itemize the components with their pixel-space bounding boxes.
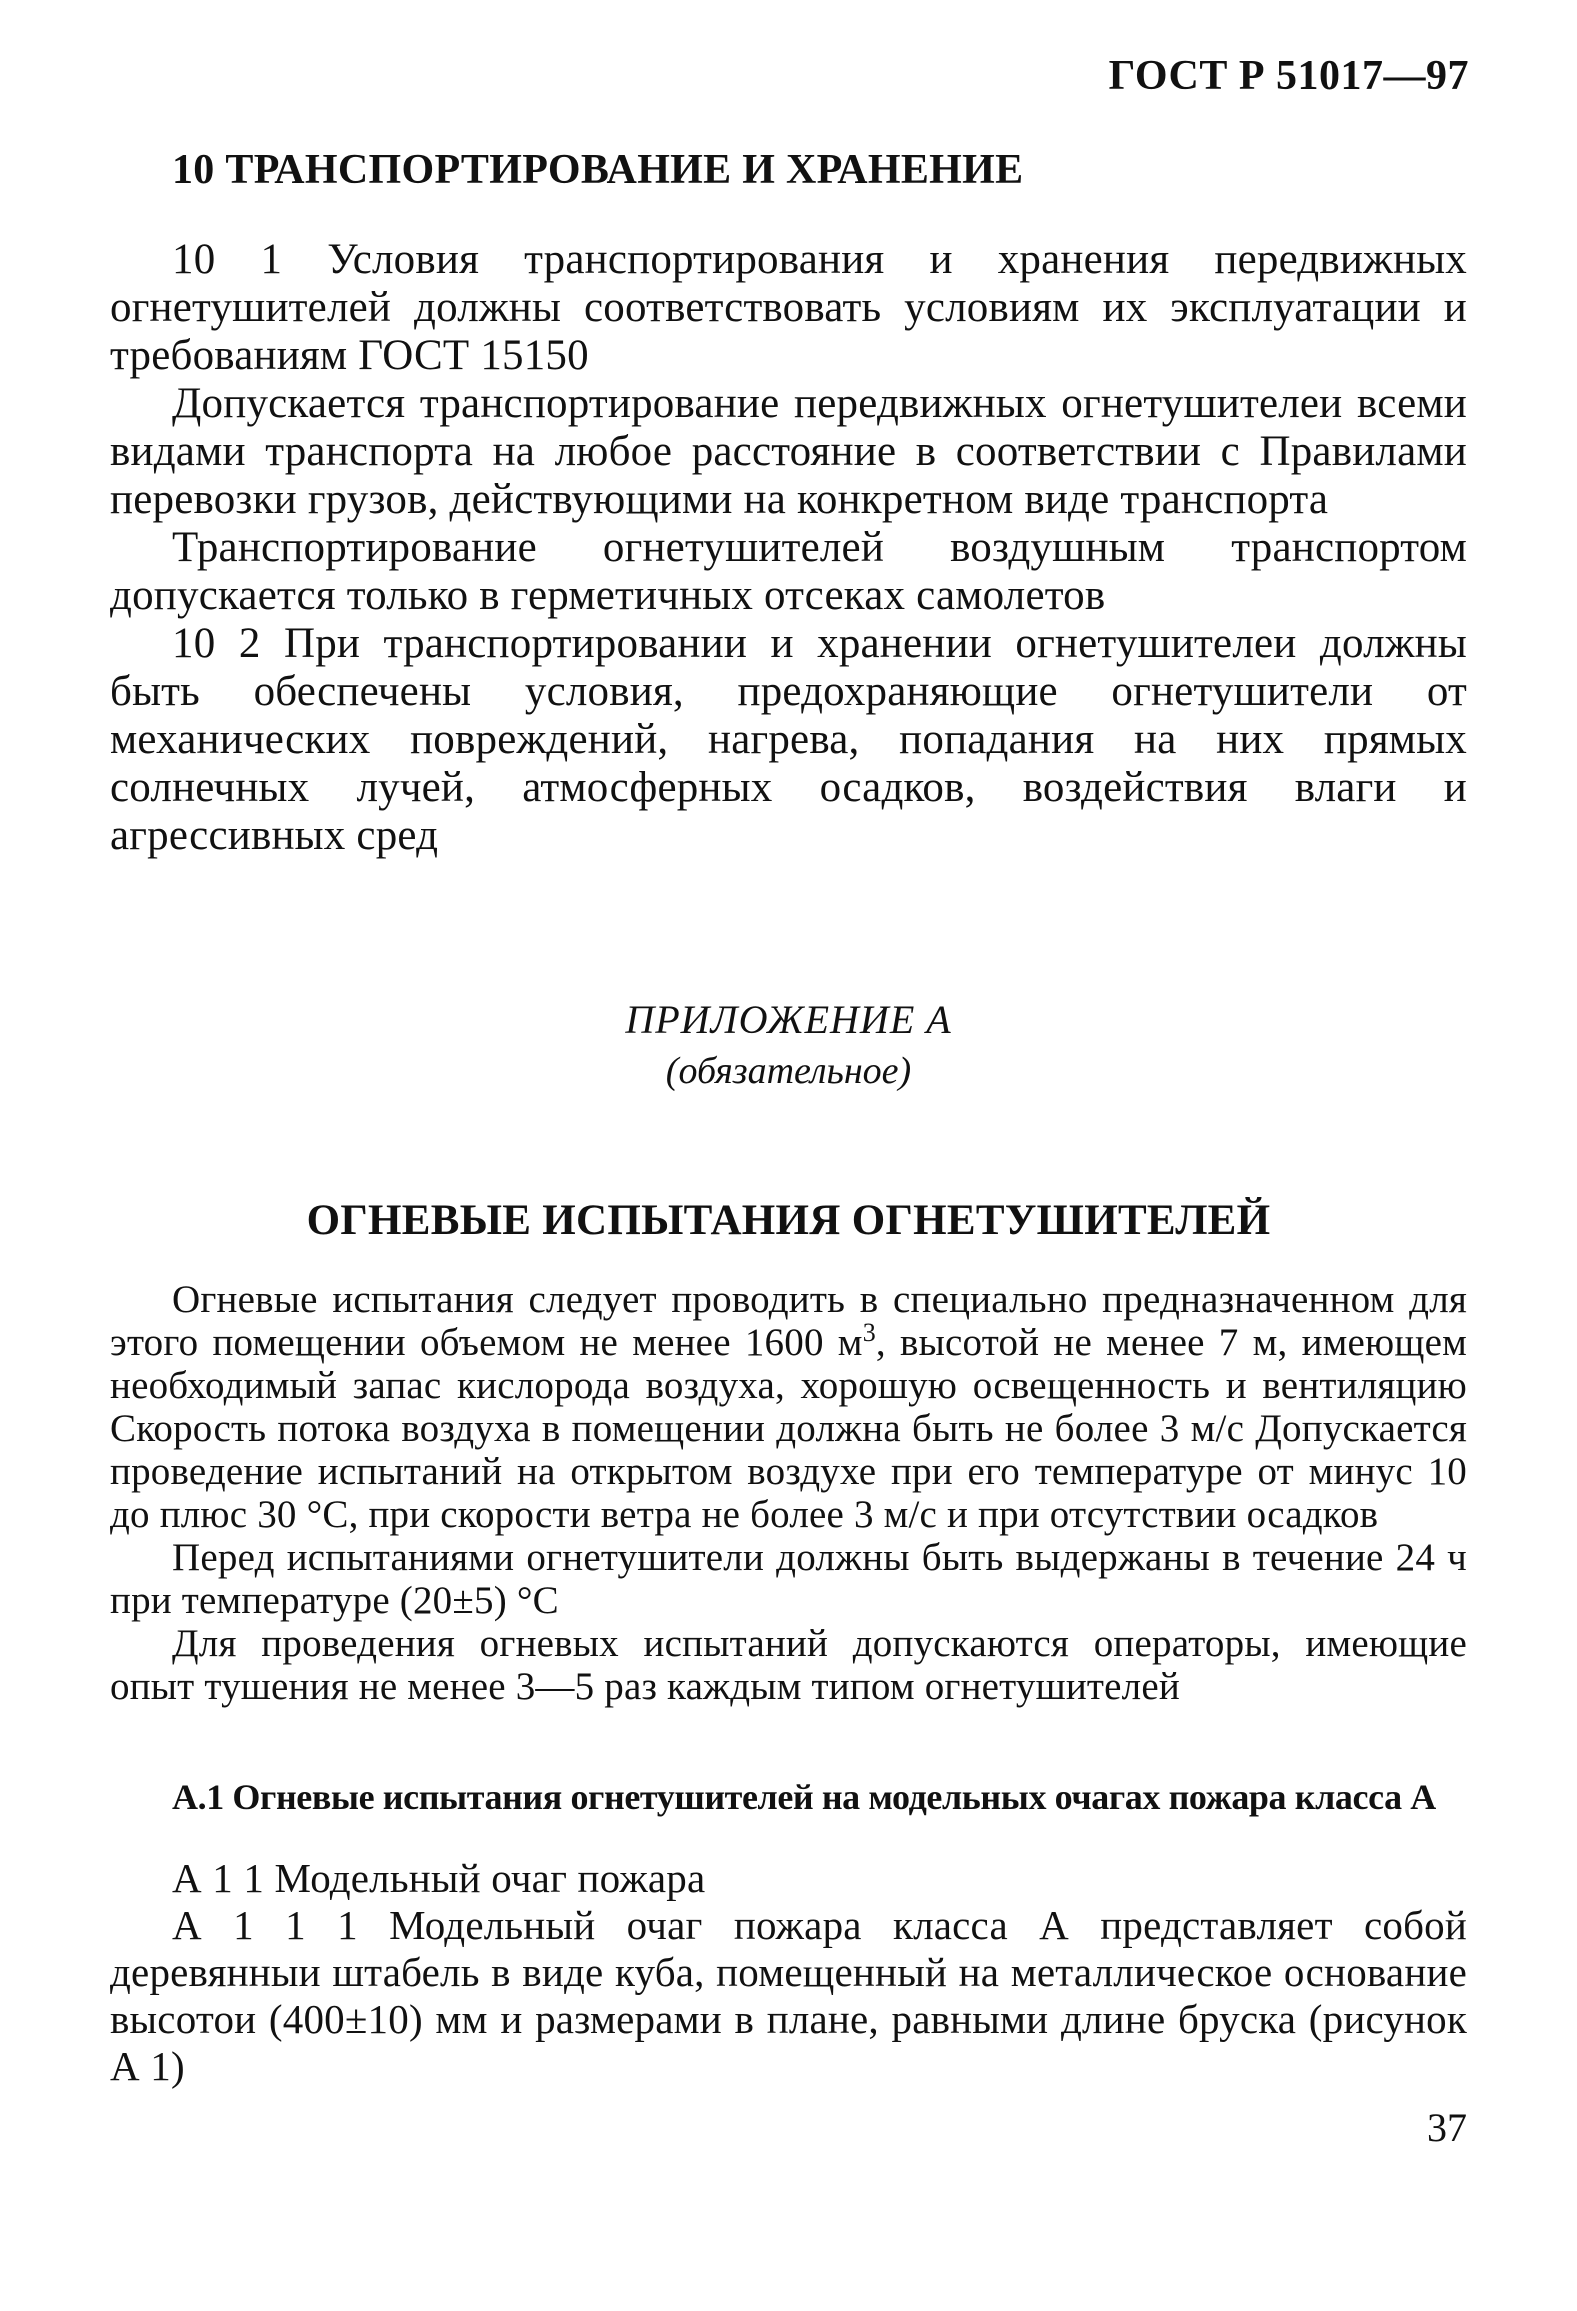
page-number: 37 — [1427, 2105, 1467, 2150]
appendix-subtitle: (обязательное) — [665, 1050, 912, 1092]
superscript: 3 — [862, 1318, 876, 1347]
paragraph — [110, 1278, 1467, 1536]
paragraph: 10 2 При транспортировании и хранении огнетушителеи должны быть обеспечены условия, предохраняющие огнетушители от механических повреждений, нагрева, попадания на них прямых солнечных лучей, атмосферных осадков, воздействия влаги и агрессивных сред — [110, 620, 1467, 859]
document-code: ГОСТ Р 51017—97 — [1108, 53, 1469, 99]
paragraph-text: , высотой не менее 7 м, имеющем необходимый запас кислорода воздуха, хорошую освещенность и вентиляцию Скорость потока воздуха в помещении должна быть не более 3 м/с Допускается проведение испытаний на открытом воздухе при его температуре от минус 10 до плюс 30 °С, при скорости ветра не более 3 м/с и при отсутствии осадков — [110, 1321, 1467, 1536]
paragraph: Перед испытаниями огнетушители должны быть выдержаны в течение 24 ч при температуре (20±5) °С — [110, 1536, 1467, 1622]
paragraph: Допускается транспортирование передвижных огнетушителеи всеми видами транспорта на любое расстояние в соответствии с Правилами перевозки грузов, действующими на конкретном виде транспорта — [110, 380, 1467, 523]
section-heading: 10 ТРАНСПОРТИРОВАНИЕ И ХРАНЕНИЕ — [172, 147, 1024, 193]
appendix-intro — [110, 1278, 1467, 1708]
paragraph: Для проведения огневых испытаний допускаются операторы, имеющие опыт тушения не менее 3—5 раз каждым типом огнетушителей — [110, 1622, 1467, 1708]
paragraph: 10 1 Условия транспортирования и хранения передвижных огнетушителей должны соответствовать условиям их эксплуатации и требованиям ГОСТ 15150 — [110, 236, 1467, 379]
appendix-main-title: ОГНЕВЫЕ ИСПЫТАНИЯ ОГНЕТУШИТЕЛЕЙ — [306, 1197, 1271, 1244]
paragraph: Транспортирование огнетушителей воздушным транспортом допускается только в герметичных отсеках самолетов — [110, 524, 1467, 619]
section-body — [110, 236, 1467, 860]
appendix-title: ПРИЛОЖЕНИЕ А — [625, 997, 952, 1042]
subsection-body — [110, 1855, 1467, 2090]
clause-heading: А 1 1 Модельный очаг пожара — [172, 1855, 706, 1901]
paragraph-text: Огневые испытания следует проводить в специально предназначенном для этого помещении объемом не менее 1600 м — [110, 1278, 1467, 1364]
subsection-heading: А.1 Огневые испытания огнетушителей на модельных очагах пожара класса А — [172, 1777, 1436, 1817]
paragraph: А 1 1 1 Модельный очаг пожара класса А представляет собой деревянныи штабель в виде куба, помещенный на металлическое основание высотои (400±10) мм и размерами в плане, равными длине бруска (рисунок А 1) — [110, 1902, 1467, 2089]
